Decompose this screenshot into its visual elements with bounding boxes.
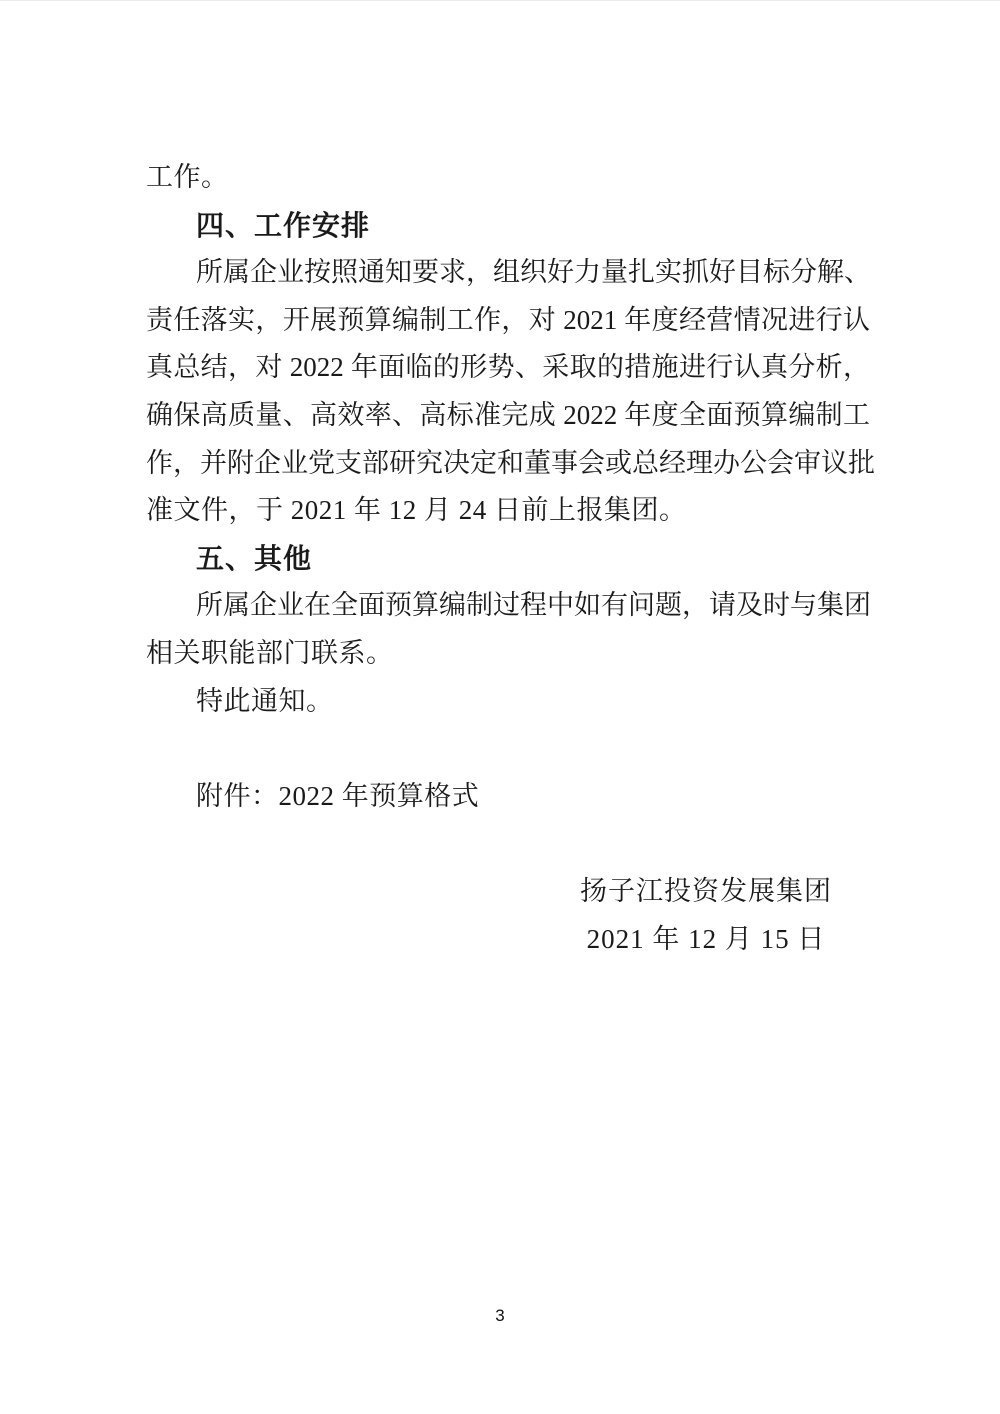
body-line: 责任落实，开展预算编制工作，对 2021 年度经营情况进行认 [146,304,870,335]
body-line: 确保高质量、高效率、高标准完成 2022 年度全面预算编制工 [146,399,870,430]
notice-closing-line: 特此通知。 [196,685,334,716]
body-line: 相关职能部门联系。 [146,637,394,668]
page-number: 3 [495,1306,505,1325]
paragraph-continuation-line: 工作。 [146,162,229,192]
signature-block [580,868,832,963]
signature-date: 2021 年 12 月 15 日 [586,923,826,954]
section-heading-other: 五、其他 [196,542,313,574]
document-body [146,154,875,963]
body-line: 真总结，对 2022 年面临的形势、采取的措施进行认真分析， [146,352,870,383]
blank-line [146,725,870,773]
section-heading-work-arrangement: 四、工作安排 [196,209,371,241]
body-line: 所属企业按照通知要求，组织好力量扎实抓好目标分解、 [196,257,871,288]
body-line: 所属企业在全面预算编制过程中如有问题，请及时与集团 [196,590,871,621]
body-line: 作，并附企业党支部研究决定和董事会或总经理办公会审议批 [146,447,875,478]
blank-line [146,820,870,868]
attachment-line: 附件：2022 年预算格式 [196,780,480,811]
signature-organization: 扬子江投资发展集团 [580,875,832,906]
body-line: 准文件，于 2021 年 12 月 24 日前上报集团。 [146,495,687,526]
